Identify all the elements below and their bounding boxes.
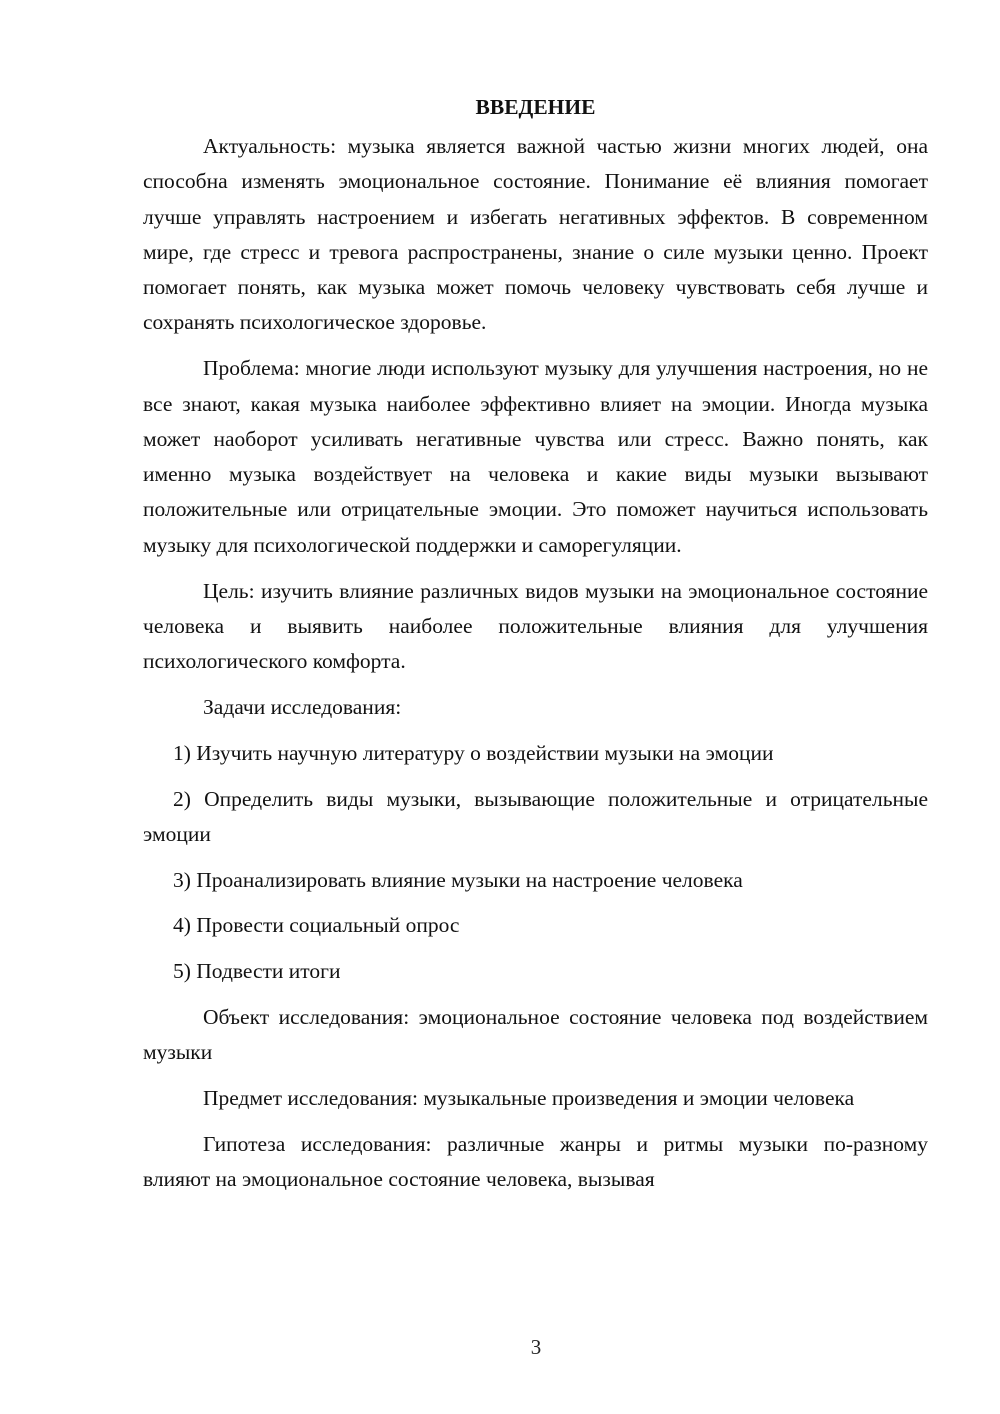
page-content <box>143 90 928 1208</box>
paragraph-hypothesis: Гипотеза исследования: различные жанры и ритмы музыки по-разному влияют на эмоциональное состояние человека, вызывая <box>143 1131 928 1192</box>
paragraph-problem: Проблема: многие люди используют музыку для улучшения настроения, но не все знают, какая музыка наиболее эффективно влияет на эмоции. Иногда музыка может наоборот усиливать негативные чувства или стресс. Важно понять, как именно музыка воздействует на человека и какие виды музыки вызывают положительные или отрицательные эмоции. Это поможет научиться использовать музыку для психологической поддержки и саморегуляции. <box>143 356 928 557</box>
page-title: ВВЕДЕНИЕ <box>475 95 596 119</box>
paragraph-object: Объект исследования: эмоциональное состояние человека под воздействием музыки <box>143 1005 928 1065</box>
tasks-heading: Задачи исследования: <box>203 694 402 719</box>
paragraph-subject: Предмет исследования: музыкальные произведения и эмоции человека <box>203 1086 855 1111</box>
task-item-3: 3) Проанализировать влияние музыки на настроение человека <box>173 867 743 892</box>
task-item-5: 5) Подвести итоги <box>173 959 341 984</box>
page-number: 3 <box>530 1335 542 1359</box>
task-item-4: 4) Провести социальный опрос <box>173 913 460 938</box>
paragraph-relevance: Актуальность: музыка является важной частью жизни многих людей, она способна изменять эмоциональное состояние. Понимание её влияния помогает лучше управлять настроением и избегать негативных эффектов. В современном мире, где стресс и тревога распространены, знание о силе музыки ценно. Проект помогает понять, как музыка может помочь человеку чувствовать себя лучше и сохранять психологическое здоровье. <box>143 134 928 335</box>
paragraph-goal: Цель: изучить влияние различных видов музыки на эмоциональное состояние человека и выявить наиболее положительные влияния для улучшения психологического комфорта. <box>143 578 928 674</box>
task-item-2: 2) Определить виды музыки, вызывающие положительные и отрицательные эмоции <box>143 786 928 846</box>
task-item-1: 1) Изучить научную литературу о воздействии музыки на эмоции <box>173 740 774 765</box>
